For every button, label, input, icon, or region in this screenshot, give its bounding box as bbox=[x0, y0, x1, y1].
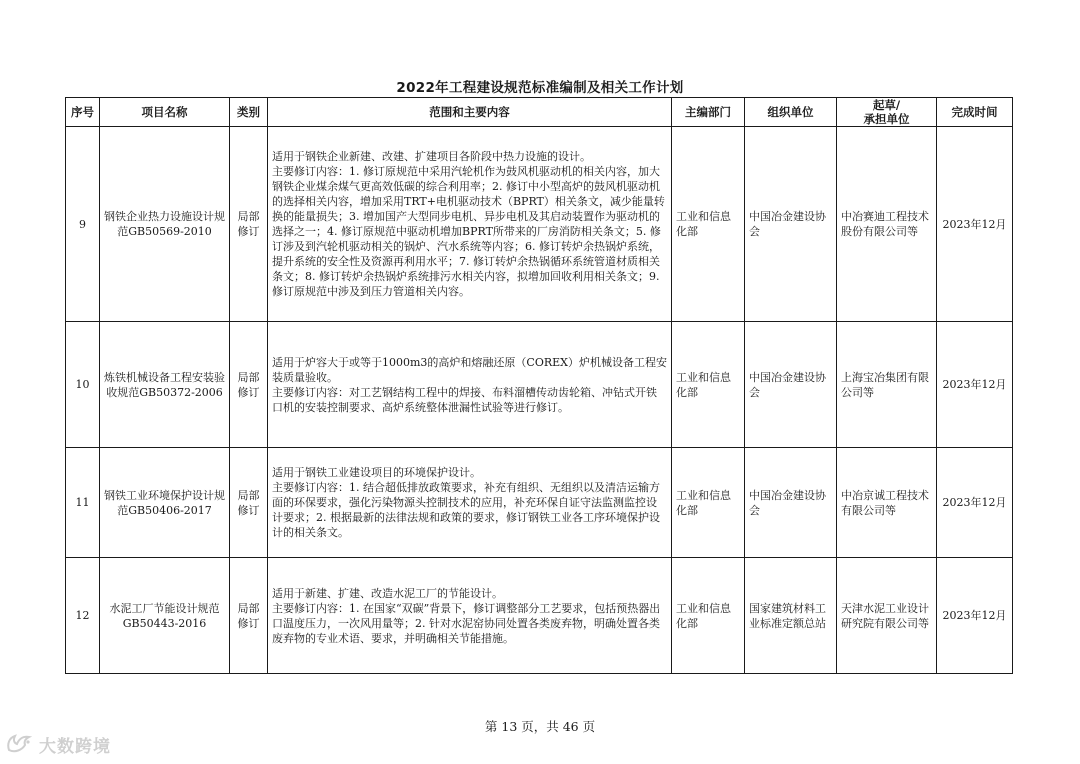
row-drafter: 天津水泥工业设计研究院有限公司等 bbox=[837, 558, 937, 674]
header-type: 类别 bbox=[230, 98, 268, 127]
row-org: 中国冶金建设协会 bbox=[745, 448, 837, 558]
watermark bbox=[5, 732, 111, 756]
header-no: 序号 bbox=[66, 98, 100, 127]
row-type: 局部修订 bbox=[230, 322, 268, 448]
row-org: 国家建筑材料工业标准定额总站 bbox=[745, 558, 837, 674]
header-drafter: 起草/ 承担单位 bbox=[837, 98, 937, 127]
table-row bbox=[66, 127, 1013, 322]
header-org: 组织单位 bbox=[745, 98, 837, 127]
header-scope: 范围和主要内容 bbox=[268, 98, 672, 127]
row-dept: 工业和信息化部 bbox=[672, 558, 745, 674]
watermark-text: 大数跨境 bbox=[39, 736, 111, 757]
row-dept: 工业和信息化部 bbox=[672, 127, 745, 322]
row-no: 9 bbox=[66, 127, 100, 322]
row-org: 中国冶金建设协会 bbox=[745, 127, 837, 322]
row-scope: 适用于炉容大于或等于1000m3的高炉和熔融还原（COREX）炉机械设备工程安装质量验收。 主要修订内容：对工艺钢结构工程中的焊接、布料溜槽传动齿轮箱、冲钻式开铁口机的安装控制要求、高炉系统整体泄漏性试验等进行修订。 bbox=[268, 322, 672, 448]
row-name: 水泥工厂节能设计规范GB50443-2016 bbox=[100, 558, 230, 674]
page-title: 2022年工程建设规范标准编制及相关工作计划 bbox=[396, 80, 684, 96]
row-type: 局部修订 bbox=[230, 448, 268, 558]
header-deadline: 完成时间 bbox=[937, 98, 1013, 127]
header-row bbox=[66, 98, 1013, 127]
row-scope: 适用于钢铁企业新建、改建、扩建项目各阶段中热力设施的设计。 主要修订内容：1. 修订原规范中采用汽轮机作为鼓风机驱动机的相关内容，加大钢铁企业煤余煤气更高效低碳的综合利用率；2. 修订中小型高炉的鼓风机驱动机的选择相关内容，增加采用TRT+电机驱动技术（BPRT）相关条文，减少能量转换的能量损失；3. 增加国产大型同步电机、异步电机及其启动装置作为驱动机的选择之一；4. 修订原规范中驱动机增加BPRT所带来的厂房消防相关条文；5. 修订涉及到汽轮机驱动相关的锅炉、汽水系统等内容；6. 修订转炉余热锅炉系统，提升系统的安全性及资源再利用水平；7. 修订转炉余热锅循环系统管道材质相关条文；8. 修订转炉余热锅炉系统排污水相关内容，拟增加回收利用相关条文；9. 修订原规范中涉及到压力管道相关内容。 bbox=[268, 127, 672, 322]
table-row bbox=[66, 558, 1013, 674]
row-drafter: 中冶京诚工程技术有限公司等 bbox=[837, 448, 937, 558]
row-deadline: 2023年12月 bbox=[937, 448, 1013, 558]
bird-logo-icon bbox=[5, 732, 35, 756]
row-name: 炼铁机械设备工程安装验收规范GB50372-2006 bbox=[100, 322, 230, 448]
row-type: 局部修订 bbox=[230, 558, 268, 674]
row-org: 中国冶金建设协会 bbox=[745, 322, 837, 448]
row-no: 12 bbox=[66, 558, 100, 674]
row-name: 钢铁企业热力设施设计规范GB50569-2010 bbox=[100, 127, 230, 322]
row-dept: 工业和信息化部 bbox=[672, 448, 745, 558]
row-dept: 工业和信息化部 bbox=[672, 322, 745, 448]
row-deadline: 2023年12月 bbox=[937, 322, 1013, 448]
row-scope: 适用于新建、扩建、改造水泥工厂的节能设计。 主要修订内容：1. 在国家“双碳”背景下，修订调整部分工艺要求，包括预热器出口温度压力，一次风用量等；2. 针对水泥窑协同处置各类废弃物，明确处置各类废弃物的专业术语、要求，并明确相关节能措施。 bbox=[268, 558, 672, 674]
row-name: 钢铁工业环境保护设计规范GB50406-2017 bbox=[100, 448, 230, 558]
table-body bbox=[66, 127, 1013, 674]
header-name: 项目名称 bbox=[100, 98, 230, 127]
row-deadline: 2023年12月 bbox=[937, 558, 1013, 674]
row-drafter: 中冶赛迪工程技术股份有限公司等 bbox=[837, 127, 937, 322]
page-number: 第 13 页，共 46 页 bbox=[484, 719, 596, 734]
row-no: 10 bbox=[66, 322, 100, 448]
row-no: 11 bbox=[66, 448, 100, 558]
row-scope: 适用于钢铁工业建设项目的环境保护设计。 主要修订内容：1. 结合超低排放政策要求，补充有组织、无组织以及清洁运输方面的环保要求，强化污染物源头控制技术的应用，补充环保自证守法监测监控设计要求；2. 根据最新的法律法规和政策的要求，修订钢铁工业各工序环境保护设计的相关条文。 bbox=[268, 448, 672, 558]
table-row bbox=[66, 322, 1013, 448]
table-header bbox=[66, 98, 1013, 127]
row-drafter: 上海宝冶集团有限公司等 bbox=[837, 322, 937, 448]
table-row bbox=[66, 448, 1013, 558]
row-deadline: 2023年12月 bbox=[937, 127, 1013, 322]
work-plan-table bbox=[65, 97, 1013, 674]
header-dept: 主编部门 bbox=[672, 98, 745, 127]
row-type: 局部修订 bbox=[230, 127, 268, 322]
